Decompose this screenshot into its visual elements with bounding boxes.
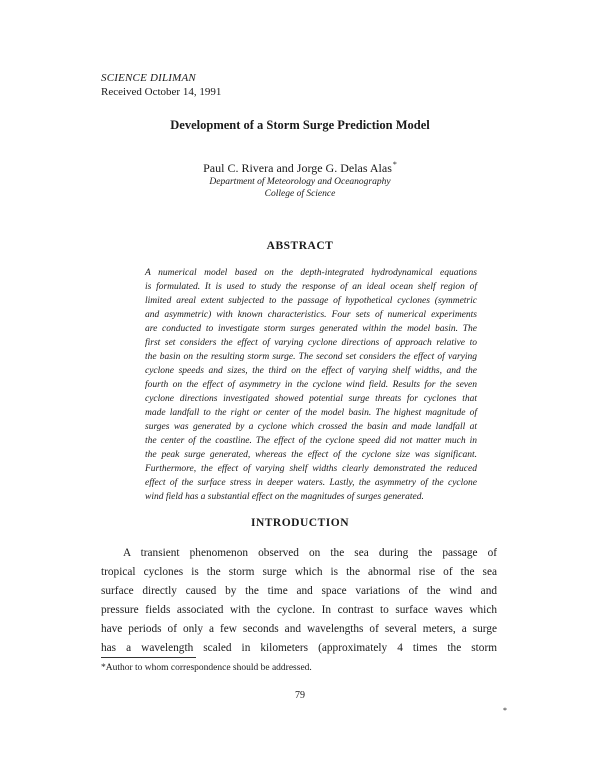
- introduction-heading: INTRODUCTION: [250, 517, 349, 529]
- author-names: Paul C. Rivera and Jorge G. Delas Alas: [203, 161, 392, 175]
- abstract-heading: ABSTRACT: [266, 240, 334, 252]
- page-number: 79: [295, 690, 305, 701]
- body-line: have periods of only a few seconds and wavelengths of several meters, a surge: [101, 623, 497, 635]
- body-line: A transient phenomenon observed on the sea during the passage of: [123, 547, 497, 559]
- abstract-text: [145, 266, 477, 504]
- abstract-line: cyclone directions investigated showed potential surge threats for cyclones that: [145, 394, 477, 404]
- body-line: has a wavelength scaled in kilometers (approximately 4 times the storm: [101, 642, 497, 654]
- affiliation-college: College of Science: [264, 189, 336, 199]
- author-footnote-mark: *: [392, 160, 397, 169]
- abstract-line: effect of the surface stress in deeper waters. Lastly, the asymmetry of the cyclone: [145, 478, 477, 488]
- abstract-line: the basin on the resulting storm surge. The second set considers the effect of varying: [145, 352, 477, 362]
- abstract-line: the center of the coastline. The effect of the cyclone speed did not matter much in: [145, 436, 477, 446]
- abstract-line: surges was generated by a cyclone which crossed the basin and made landfall at: [145, 422, 477, 432]
- abstract-line: the peak surge generated, whereas the effect of the cyclone size was significant.: [145, 450, 477, 460]
- abstract-line: A numerical model based on the depth-integrated hydrodynamical equations: [145, 268, 477, 278]
- abstract-line: Furthermore, the effect of varying shelf widths clearly demonstrated the reduced: [145, 464, 477, 474]
- corner-mark: *: [503, 706, 507, 715]
- body-line: tropical cyclones is the storm surge which is the abnormal rise of the sea: [101, 566, 497, 578]
- abstract-line: are conducted to investigate storm surges generated within the model basin. The: [145, 324, 477, 334]
- introduction-text: [101, 544, 497, 658]
- abstract-line: is formulated. It is used to study the response of an ideal ocean shelf region of: [145, 282, 477, 292]
- affiliation-department: Department of Meteorology and Oceanography: [209, 177, 391, 187]
- abstract-line: and asymmetric) with known characteristics. Four sets of numerical experiments: [145, 310, 477, 320]
- abstract-line: fourth on the effect of asymmetry in the cyclone wind field. Results for the seven: [145, 380, 477, 390]
- footnote: *Author to whom correspondence should be addressed.: [101, 663, 312, 673]
- body-line: pressure fields associated with the cyclone. In contrast to surface waves which: [101, 604, 497, 616]
- body-line: surface directly caused by the time and space variations of the wind and: [101, 585, 497, 597]
- received-date: Received October 14, 1991: [101, 86, 222, 98]
- abstract-line: limited areal extent subjected to the passage of hypothetical cyclones (symmetric: [145, 296, 477, 306]
- abstract-line: wind field has a substantial effect on the magnitudes of surges generated.: [145, 492, 424, 502]
- author-line: [0, 160, 600, 176]
- paper-title: Development of a Storm Surge Prediction Model: [170, 118, 430, 132]
- abstract-line: first set considers the effect of varying cyclone directions of approach relative to: [145, 338, 477, 348]
- abstract-line: cyclone speeds and sizes, the third on the effect of varying shelf widths, and the: [145, 366, 477, 376]
- footnote-rule: [101, 657, 196, 658]
- journal-name: SCIENCE DILIMAN: [101, 72, 196, 84]
- abstract-line: made landfall to the right or center of the model basin. The highest magnitude of: [145, 408, 477, 418]
